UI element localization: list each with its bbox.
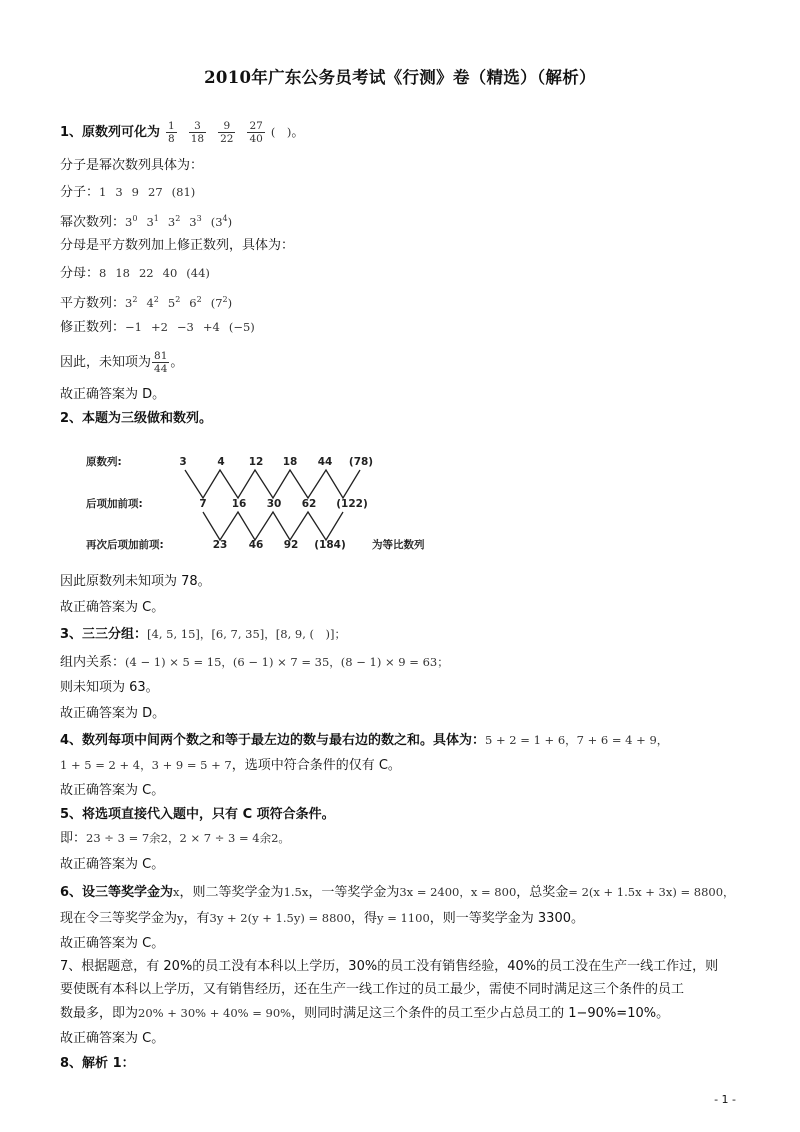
- q1-result-prefix: 因此，未知项为: [60, 355, 152, 370]
- q2-sum-diagram: [80, 446, 480, 558]
- power-value: [168, 210, 180, 231]
- q1-intro-line: [60, 120, 304, 145]
- denom-value: 40: [162, 266, 178, 280]
- diagram-r2-v1: 16: [231, 498, 247, 510]
- q6-a: 6、设三等奖学金为: [60, 885, 174, 900]
- diagram-zigzag-bottom: [203, 512, 343, 540]
- power-value-base: 3: [125, 215, 133, 229]
- q6-f: ，有: [183, 911, 210, 926]
- q6-eq1: 3x = 2400，x = 800: [399, 885, 517, 899]
- q2-answer: 故正确答案为 C。: [60, 600, 165, 615]
- q6-e: 现在令三等奖学金为: [60, 911, 178, 926]
- q8-text: 8、解析 1：: [60, 1056, 135, 1071]
- fix-value: (−5): [228, 320, 255, 334]
- q1-intro: 1、原数列可化为: [60, 125, 161, 140]
- numer-value: 1: [99, 185, 107, 199]
- diagram-r2-v3: 62: [301, 498, 317, 510]
- square-value-exponent: 2: [132, 295, 138, 304]
- q1-power-line: [60, 210, 241, 232]
- denom-value: 18: [115, 266, 130, 280]
- q1-fractions: [160, 120, 271, 145]
- diagram-label-row3: 再次后项加前项:: [86, 539, 164, 551]
- q6-g: ，得: [351, 911, 378, 926]
- q1-result-numerator: 81: [154, 350, 168, 362]
- q4-text-2: ，选项中符合条件的仅有 C。: [231, 758, 401, 773]
- q6-b: ，则二等奖学金为: [179, 885, 284, 900]
- q7-line3-a: 数最多，即为: [60, 1006, 139, 1021]
- q5-calc-label: 即：: [60, 831, 87, 846]
- square-value: [189, 291, 201, 312]
- q1-power-values: [125, 215, 241, 229]
- q3-relation-line: [60, 653, 449, 672]
- power-value-base: 3: [215, 215, 223, 229]
- q1-denom-title: 分母是平方数列加上修正数列，具体为：: [60, 238, 295, 253]
- square-value: [125, 291, 137, 312]
- diagram-r1-v4: 44: [317, 456, 333, 468]
- q1-fraction-denominator: 40: [249, 133, 263, 145]
- power-value-exponent: 2: [175, 214, 181, 223]
- q1-square-values: [125, 296, 241, 310]
- diagram-r1-v3: 18: [282, 456, 298, 468]
- square-value-exponent: 2: [196, 295, 202, 304]
- q1-result-line: [60, 350, 183, 375]
- q3-answer: 故正确答案为 D。: [60, 706, 166, 721]
- q6-x: x: [173, 885, 180, 899]
- power-value: $(3^4)$: [210, 214, 233, 229]
- q1-blank: ( ): [270, 125, 292, 139]
- q1-fraction-0: [166, 120, 177, 145]
- q1-denom-label: 分母：: [60, 266, 100, 281]
- square-value-exponent: 2: [222, 295, 228, 304]
- diagram-r3-v2: 92: [283, 539, 299, 551]
- q1-fix-line: [60, 318, 264, 337]
- q6-eq2: = 2(x + 1.5x + 3x) = 8800，: [568, 885, 735, 899]
- q5-calc: 23 ÷ 3 = 7余2，2 × 7 ÷ 3 = 4余2。: [86, 831, 290, 845]
- q1-answer: 故正确答案为 D。: [60, 387, 166, 402]
- q1-fraction-1: [189, 120, 206, 145]
- diagram-r2-v2: 30: [266, 498, 282, 510]
- q4-text-1: 4、数列每项中间两个数之和等于最左边的数与最右边的数之和。具体为：: [60, 733, 486, 748]
- q2-text: 2、本题为三级做和数列。: [60, 411, 213, 426]
- q5-text: 5、将选项直接代入题中，只有 C 项符合条件。: [60, 807, 335, 822]
- fix-value: +4: [202, 320, 220, 334]
- square-value: $(7^2)$: [210, 295, 233, 310]
- square-value-base: 5: [167, 296, 176, 310]
- power-value: [189, 210, 201, 231]
- page-number: - 1 -: [714, 1093, 736, 1106]
- diagram-r1-v1: 4: [217, 456, 225, 468]
- diagram-r1-v2: 12: [248, 456, 264, 468]
- q6-y: y: [177, 911, 184, 925]
- q7-line1: 7、根据题意，有 20%的员工没有本科以上学历，30%的员工没有销售经验，40%的员工没在生产一线工作过，则: [60, 959, 719, 974]
- q1-result-fraction: [152, 350, 169, 375]
- square-value-exponent: 2: [175, 295, 181, 304]
- q1-fraction-denominator: 22: [220, 133, 234, 145]
- diagram-zigzag-top: [185, 470, 360, 498]
- square-value: [168, 291, 180, 312]
- q1-power-label: 幂次数列：: [60, 215, 126, 230]
- q7-answer: 故正确答案为 C。: [60, 1031, 165, 1046]
- q6-eq4: y = 1100: [377, 911, 430, 925]
- q1-result-end: 。: [170, 355, 184, 370]
- q4-math-2: 1 + 5 = 2 + 4，3 + 9 = 5 + 7: [60, 758, 232, 772]
- q7-line2: 要使既有本科以上学历，又有销售经历，还在生产一线工作过的员工最少，需使不同时满足这三个条件的员工: [60, 982, 685, 997]
- page-title: 2010年广东公务员考试《行测》卷（精选）（解析）: [204, 68, 596, 87]
- fix-value: −3: [176, 320, 194, 334]
- diagram-r3-v3: (184): [314, 539, 346, 551]
- q1-numer-title: 分子是幂次数列具体为：: [60, 158, 204, 173]
- q4-line1: [60, 731, 668, 750]
- diagram-note: 为等比数列: [372, 539, 425, 551]
- q1-fraction-2: [218, 120, 235, 145]
- q6-line2: [60, 909, 584, 928]
- square-value-base: 4: [146, 296, 154, 310]
- square-value-exponent: 2: [153, 295, 159, 304]
- power-value: [125, 210, 137, 231]
- q6-line1: [60, 883, 735, 902]
- q7-line3-b: ，则同时满足这三个条件的员工至少占总员工的 1−90%=10%。: [291, 1006, 670, 1021]
- diagram-r1-v0: 3: [179, 456, 187, 468]
- denom-value: 8: [99, 266, 107, 280]
- q1-numer-line: [60, 183, 204, 202]
- q5-calc-line: [60, 829, 290, 848]
- diagram-r2-v0: 7: [199, 498, 207, 510]
- diagram-r3-v0: 23: [212, 539, 228, 551]
- square-value-base: 6: [189, 296, 197, 310]
- q3-result: 则未知项为 63。: [60, 680, 159, 695]
- square-value: [146, 291, 158, 312]
- q1-fix-label: 修正数列：: [60, 320, 126, 335]
- numer-value: (81): [171, 185, 196, 199]
- q5-answer: 故正确答案为 C。: [60, 857, 165, 872]
- q6-c: ，一等奖学金为: [308, 885, 400, 900]
- power-value-exponent: 3: [196, 214, 202, 223]
- q1-fraction-3: [247, 120, 264, 145]
- q1-fraction-numerator: 3: [194, 120, 201, 132]
- q6-answer: 故正确答案为 C。: [60, 936, 165, 951]
- denom-value: 22: [138, 266, 154, 280]
- power-value-exponent: 1: [153, 214, 159, 223]
- diagram-r3-v1: 46: [248, 539, 264, 551]
- fix-value: +2: [150, 320, 168, 334]
- fix-value: −1: [125, 320, 142, 334]
- q6-eq3: 3y + 2(y + 1.5y) = 8800: [209, 911, 352, 925]
- q6-h: ，则一等奖学金为 3300。: [429, 911, 584, 926]
- q6-d: ，总奖金: [516, 885, 569, 900]
- power-value-exponent: 0: [132, 214, 138, 223]
- q7-line3-math: 20% + 30% + 40% = 90%: [138, 1006, 292, 1020]
- diagram-r1-v5: (78): [348, 456, 374, 468]
- numer-value: 3: [115, 185, 123, 199]
- power-value-base: 3: [189, 215, 197, 229]
- denom-value: (44): [186, 266, 210, 280]
- q7-line3: [60, 1004, 669, 1023]
- q1-fraction-numerator: 1: [168, 120, 175, 132]
- power-value: [146, 210, 158, 231]
- q1-numer-values: [99, 185, 204, 199]
- q3-relation: (4 − 1) × 5 = 15，(6 − 1) × 7 = 35，(8 − 1) × 9 = 63；: [125, 655, 449, 669]
- q3-groups: [4, 5, 15]，[6, 7, 35]，[8, 9, ( )]；: [147, 627, 346, 641]
- diagram-r2-v4: (122): [336, 498, 368, 510]
- q6-x15: 1.5x: [283, 885, 309, 899]
- q1-fix-values: [125, 320, 264, 334]
- square-value-base: 3: [125, 296, 133, 310]
- square-value-base: 7: [215, 296, 223, 310]
- q1-numer-label: 分子：: [60, 185, 100, 200]
- q1-result-denominator: 44: [154, 363, 168, 375]
- q3-intro-line: [60, 625, 346, 644]
- power-value-exponent: 4: [222, 214, 228, 223]
- q1-square-line: [60, 291, 241, 313]
- q3-relation-label: 组内关系：: [60, 655, 126, 670]
- numer-value: 9: [131, 185, 139, 199]
- q3-intro: 3、三三分组：: [60, 627, 148, 642]
- q1-fraction-denominator: 8: [168, 133, 175, 145]
- power-value-base: 3: [146, 215, 154, 229]
- numer-value: 27: [148, 185, 163, 199]
- q1-fraction-numerator: 9: [223, 120, 231, 132]
- q1-denom-values: [99, 266, 219, 280]
- q1-square-label: 平方数列：: [60, 296, 126, 311]
- q1-end: 。: [291, 125, 305, 140]
- diagram-label-row2: 后项加前项:: [86, 498, 143, 510]
- diagram-label-row1: 原数列:: [86, 456, 122, 468]
- q4-math-1: 5 + 2 = 1 + 6，7 + 6 = 4 + 9，: [485, 733, 669, 747]
- q1-denom-line: [60, 264, 219, 283]
- q4-answer: 故正确答案为 C。: [60, 783, 165, 798]
- q1-fraction-numerator: 27: [249, 120, 263, 132]
- q4-line2: [60, 756, 401, 775]
- q2-result: 因此原数列未知项为 78。: [60, 574, 211, 589]
- q1-fraction-denominator: 18: [190, 133, 205, 145]
- power-value-base: 3: [167, 215, 176, 229]
